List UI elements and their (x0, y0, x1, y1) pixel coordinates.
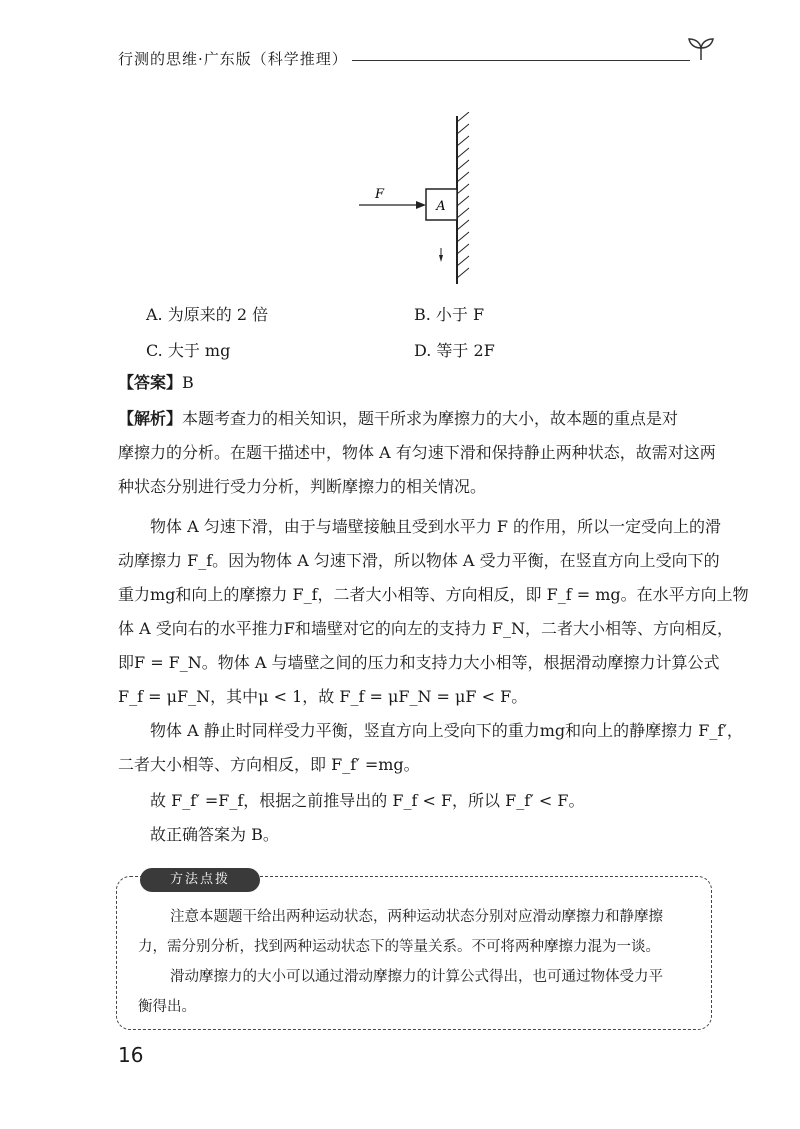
analysis-line: 本题考查力的相关知识，题干所求为摩擦力的大小，故本题的重点是对 (182, 409, 679, 428)
sprout-icon (686, 36, 716, 62)
answer-label: 【答案】 (118, 373, 183, 392)
analysis-line: 摩擦力的分析。在题干描述中，物体 A 有匀速下滑和保持静止两种状态，故需对这两 (118, 443, 716, 462)
option-a: A. 为原来的 2 倍 (146, 305, 269, 324)
force-label: F (375, 187, 385, 202)
body-line: 物体 A 静止时同样受力平衡，竖直方向上受向下的重力mg和向上的静摩擦力 F_f′， (150, 721, 743, 740)
body-line: F_f = μF_N，其中μ < 1，故 F_f = μF_N = μF < F。 (118, 687, 528, 706)
body-line: 故 F_f′ =F_f，根据之前推导出的 F_f < F，所以 F_f′ < F。 (150, 791, 585, 810)
answer-value: B (182, 373, 194, 392)
force-diagram (355, 112, 485, 292)
header-rule (352, 60, 690, 61)
tip-text (138, 902, 663, 1022)
body-line: 动摩擦力 F_f。因为物体 A 匀速下滑，所以物体 A 受力平衡，在竖直方向上受向下的 (118, 551, 720, 570)
body-paragraph-2 (118, 714, 743, 782)
page-number: 16 (118, 1043, 144, 1067)
answer-line (118, 366, 194, 400)
tip-line: 滑动摩擦力的大小可以通过滑动摩擦力的计算公式得出，也可通过物体受力平 (170, 969, 663, 985)
analysis-line: 种状态分别进行受力分析，判断摩擦力的相关情况。 (118, 477, 487, 496)
body-line: 即F = F_N。物体 A 与墙壁之间的压力和支持力大小相等，根据滑动摩擦力计算公式 (118, 653, 720, 672)
body-line: 二者大小相等、方向相反，即 F_f′ =mg。 (118, 755, 420, 774)
analysis-section (118, 402, 716, 504)
body-line: 重力mg和向上的摩擦力 F_f，二者大小相等、方向相反，即 F_f = mg。在水平方向上物 (118, 585, 749, 604)
block-label: A (436, 199, 446, 214)
tip-line: 力，需分别分析，找到两种运动状态下的等量关系。不可将两种摩擦力混为一谈。 (138, 939, 660, 955)
analysis-label: 【解析】 (118, 409, 183, 428)
option-d: D. 等于 2F (414, 341, 495, 360)
tip-badge: 方法点拨 (140, 868, 260, 892)
force-arrowhead (416, 201, 426, 209)
body-paragraph-1 (118, 510, 749, 714)
conclusion-line: 故正确答案为 B。 (150, 825, 279, 844)
tip-line: 衡得出。 (138, 999, 196, 1015)
wall-hatching (457, 112, 469, 278)
option-b: B. 小于 F (414, 305, 485, 324)
tip-line: 注意本题题干给出两种运动状态，两种运动状态分别对应滑动摩擦力和静摩擦 (170, 909, 663, 925)
body-paragraph-3 (118, 784, 584, 852)
option-c: C. 大于 mg (146, 341, 231, 360)
body-line: 物体 A 匀速下滑，由于与墙壁接触且受到水平力 F 的作用，所以一定受向上的滑 (150, 517, 722, 536)
running-header: 行测的思维·广东版（科学推理） (118, 50, 348, 68)
body-line: 体 A 受向右的水平推力F和墙壁对它的向左的支持力 F_N，二者大小相等、方向相反， (118, 619, 734, 638)
